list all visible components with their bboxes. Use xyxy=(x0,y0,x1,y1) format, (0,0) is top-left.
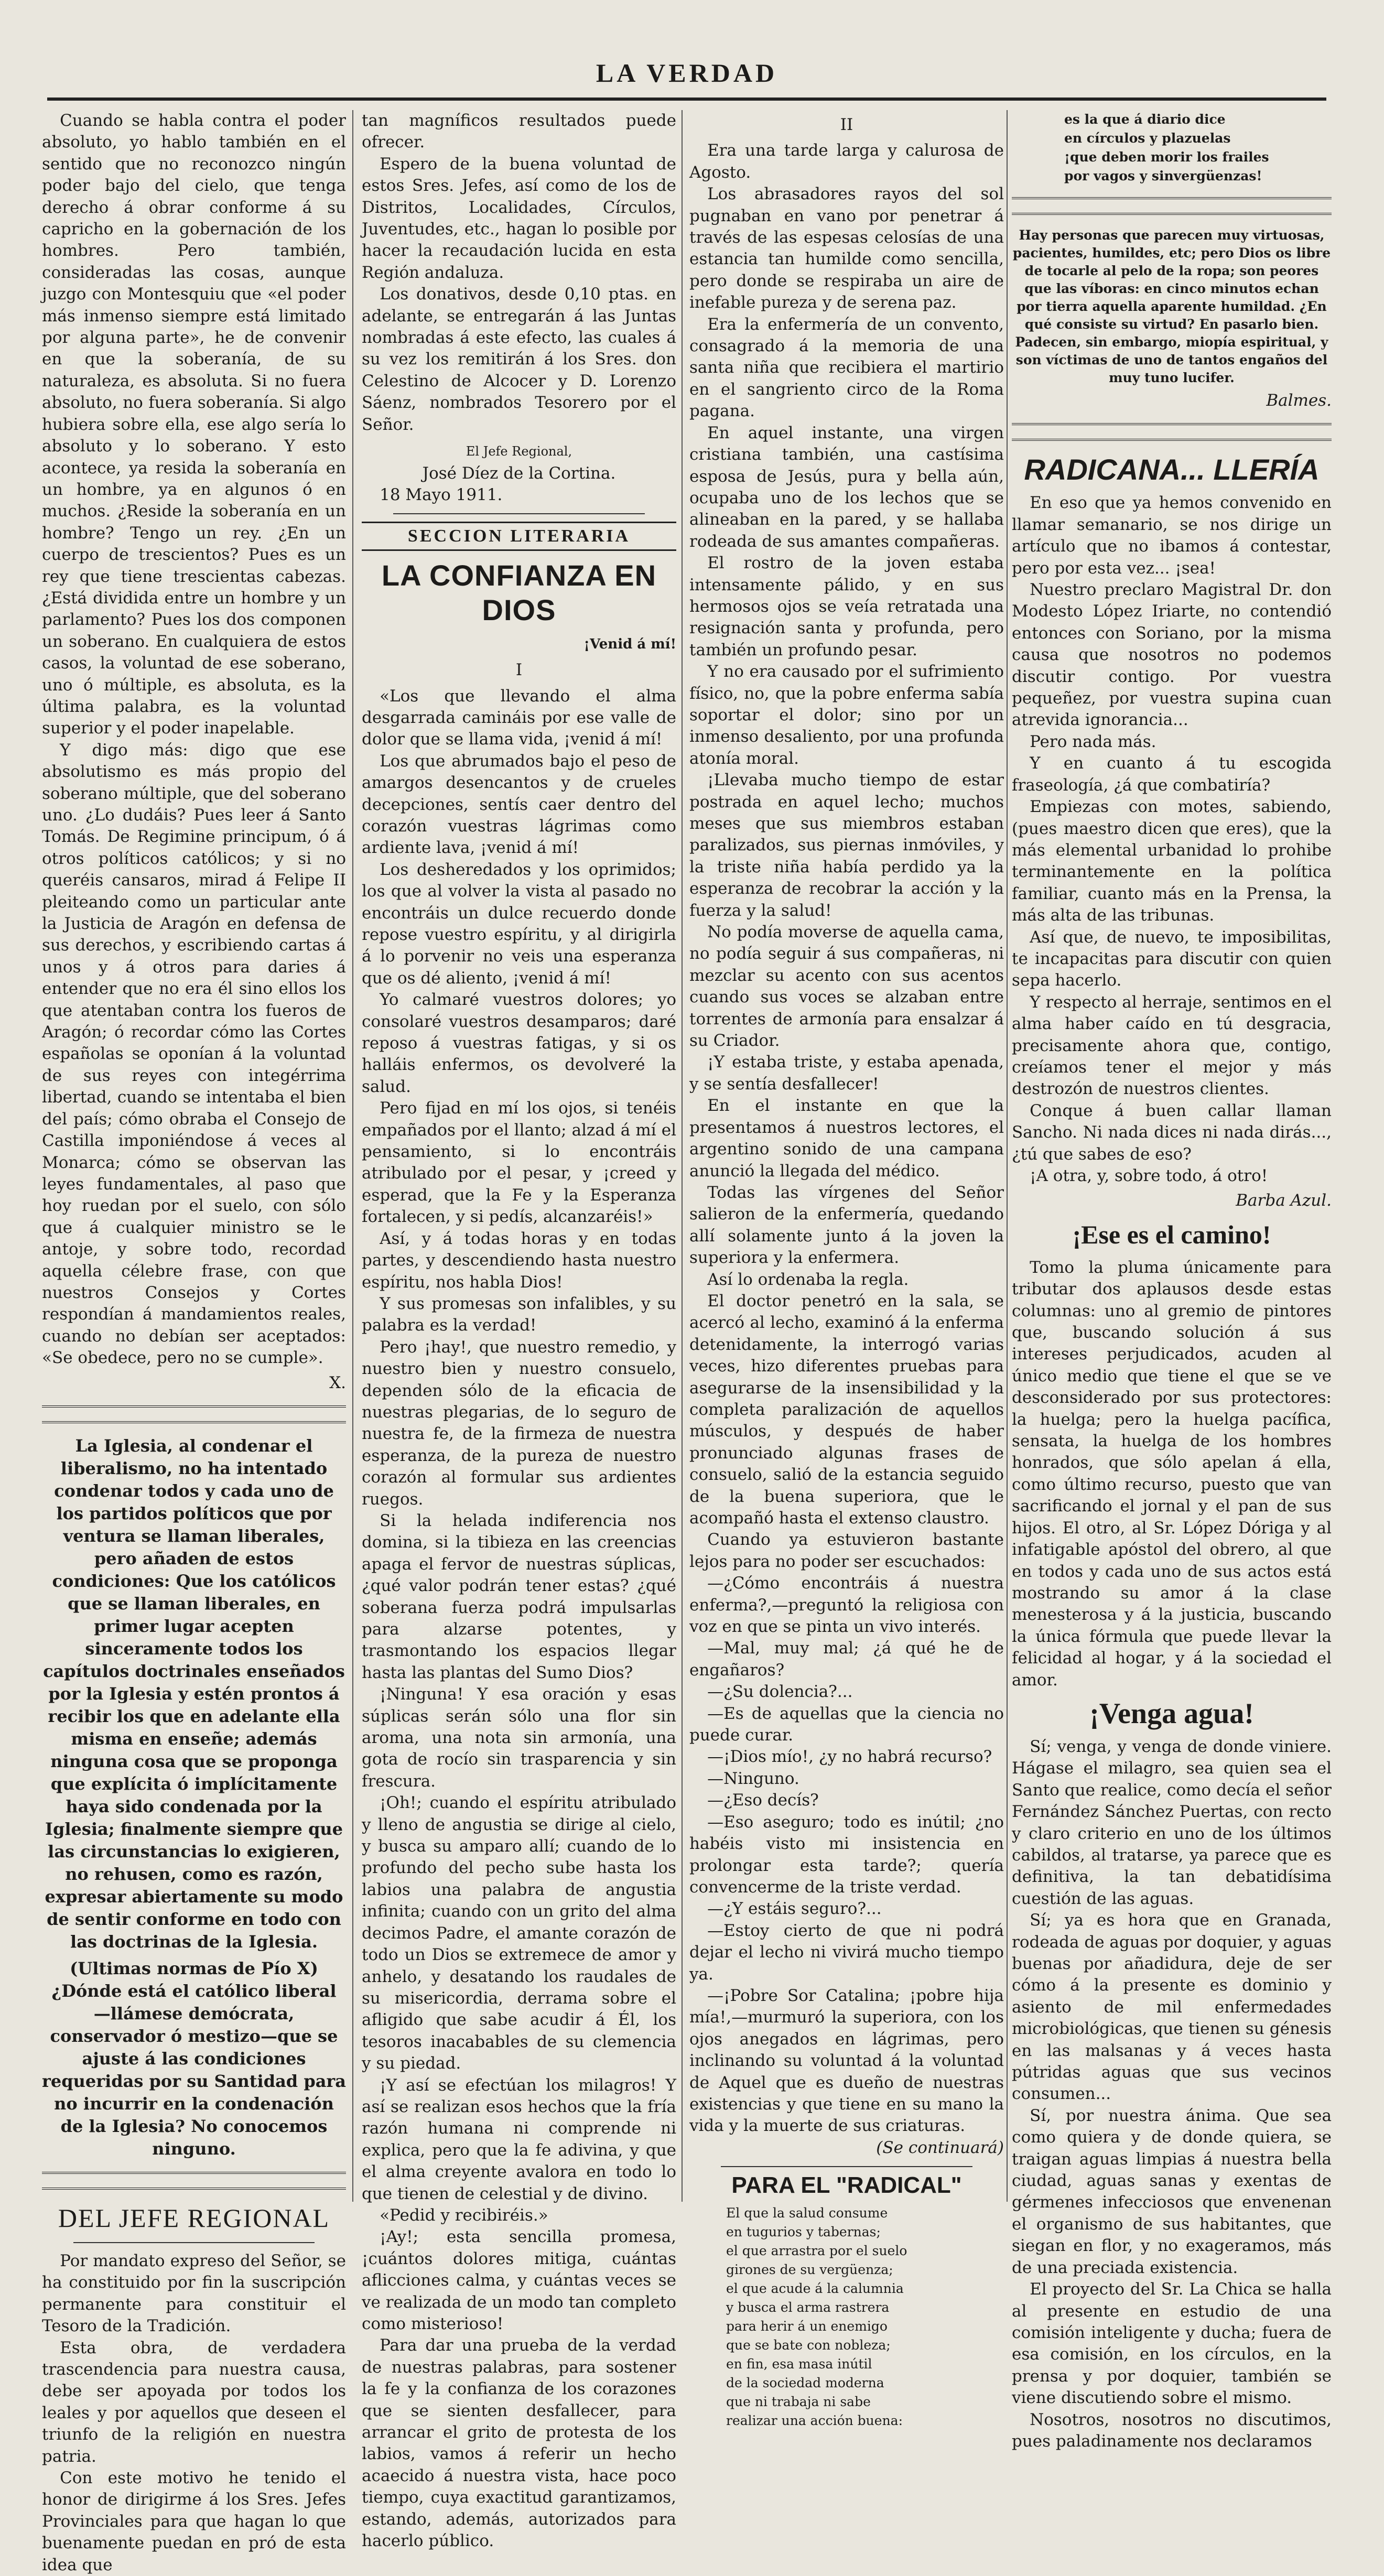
signature: Balmes. xyxy=(1266,391,1332,410)
paragraph: En eso que ya hemos convenido en llamar semanario, se nos dirige un artículo que no ibamos á contestar, pero por esta vez... ¡sea! xyxy=(1012,493,1332,578)
column-1 xyxy=(42,110,347,2574)
signature: X. xyxy=(329,1373,346,1392)
paragraph: —Ninguno. xyxy=(707,1769,799,1788)
paragraph: Los donativos, desde 0,10 ptas. en adelante, se entregarán á las Juntas nombradas á este efecto, las cuales á su vez los remitirán á los Sres. don Celestino de Alcocer y D. Lorenzo Sáenz, nombrados Tesorero por el Señor. xyxy=(362,285,676,434)
paragraph: Cuando ya estuvieron bastante lejos para no poder ser escuchados: xyxy=(689,1530,1004,1571)
signature: José Díez de la Cortina. xyxy=(422,463,616,483)
paragraph: Los abrasadores rayos del sol pugnaban en vano por penetrar á través de las espesas celosías de una estancia tan humilde como sencilla, pero donde se respiraba un aire de inefable pureza y de serena paz. xyxy=(689,185,1004,312)
paragraph: Los que abrumados bajo el peso de amargos desencantos y de crueles decepciones, sentís caer dentro del corazón vuestras lágrimas como ardiente lava, ¡venid á mí! xyxy=(362,751,676,858)
paragraph: No podía moverse de aquella cama, no podía seguir á sus compañeras, ni mezclar su acento con sus acentos cuando sus voces se alzaban entre torrentes de armonía para ensalzar á su Criador. xyxy=(689,923,1004,1051)
ornament-divider xyxy=(42,2172,346,2190)
article-title: RADICANA... LLERÍA xyxy=(1024,453,1320,486)
notice-text: (Ultimas normas de Pío X) ¿Dónde está el católico liberal —llámese demócrata, conservador ó mestizo—que se ajuste á las condiciones requeridas por su Santidad para no incurrir en la condenación de la Iglesia? No conocemos ninguno. xyxy=(42,1958,347,2159)
paragraph: Pero ¡hay!, que nuestro remedio, y nuestro bien y nuestro consuelo, dependen sólo de la eficacia de nuestras plegarias, de lo seguro de nuestra fe, de la firmeza de nuestra esperanza, de la pureza de nuestro corazón al formular sus ardientes ruegos. xyxy=(362,1337,676,1509)
section-title: SECCION LITERARIA xyxy=(362,522,676,550)
continuation-note: (Se continuará) xyxy=(876,2138,1004,2157)
poem-line: que ni trabaja ni sabe xyxy=(726,2394,871,2409)
paragraph: —Eso aseguro; todo es inútil; ¿no habéis visto mi insistencia en prolongar esta tarde?; quería convencerme de la triste verdad. xyxy=(689,1812,1004,1897)
paragraph: —¿Cómo encontráis á nuestra enferma?,—preguntó la religiosa con voz en que se pinta un vivo interés. xyxy=(689,1574,1004,1637)
paragraph: ¡Ay!; esta sencilla promesa, ¡cuántos dolores mitiga, cuántas aflicciones calma, y cuántas veces se ve realizada de un modo tan completo como misterioso! xyxy=(362,2227,676,2333)
poem-line: el que acude á la calumnia xyxy=(726,2280,904,2296)
paragraph: Con este motivo he tenido el honor de dirigirme á los Sres. Jefes Provinciales para que hagan lo que buenamente puedan en pró de esta idea que xyxy=(42,2469,346,2574)
poem-line: que se bate con nobleza; xyxy=(726,2337,891,2353)
paragraph: ¡A otra, y, sobre todo, á otro! xyxy=(1030,1166,1268,1185)
poem-line: El que la salud consume xyxy=(726,2205,888,2221)
paragraph: Por mandato expreso del Señor, se ha constituido por fin la suscripción permanente para constituir el Tesoro de la Tradición. xyxy=(42,2251,346,2336)
paragraph: «Pedid y recibiréis.» xyxy=(380,2205,548,2225)
paragraph: —¿Y estáis seguro?... xyxy=(707,1899,882,1919)
column-2 xyxy=(362,110,676,2551)
paragraph: Conque á buen callar llaman Sancho. Ni nada dices ni nada dirás..., ¿tú que sabes de eso? xyxy=(1012,1101,1332,1164)
paragraph: Pero nada más. xyxy=(1030,732,1156,751)
poem-line: para herir á un enemigo xyxy=(726,2318,888,2334)
paragraph: —¿Su dolencia?... xyxy=(707,1682,853,1702)
poem-line: de la sociedad moderna xyxy=(726,2375,884,2390)
title-rule xyxy=(721,2166,972,2167)
title-rule xyxy=(393,513,645,514)
paragraph: En aquel instante, una virgen cristiana también, una castísima esposa de Jesús, pura y bella aún, ocupaba uno de los lechos que se alineaban en la pared, y se hallaba rodeada de sus amantes compañeras. xyxy=(689,423,1004,551)
article-title: ¡Ese es el camino! xyxy=(1072,1219,1271,1249)
poem-line: realizar una acción buena: xyxy=(726,2412,903,2428)
chapter-number: I xyxy=(515,661,523,680)
paragraph: ¡Oh!; cuando el espíritu atribulado y lleno de angustia se dirige al cielo, y busca su amparo allí; cuando de lo profundo del pecho sube hasta los labios una palabra de angustia infinita; cuando con un grito del alma decimos Padre, el amante corazón de todo un Dios se extremece de amor y anhelo, y desatando los raudales de su misericordia, derrama sobre el afligido que sabe acudir á Él, los tesoros inacabables de su clemencia y su piedad. xyxy=(362,1793,676,2073)
paragraph: Esta obra, de verdadera trascendencia para nuestra causa, debe ser apoyada por todos los leales y por aquellos que deseen el triunfo de la religión en nuestra patria. xyxy=(42,2338,346,2466)
paragraph: Para dar una prueba de la verdad de nuestras palabras, para sostener la fe y la confianza de los corazones que se sienten desfallecer, para arrancar el grito de protesta de los labios, vamos á referir un hecho acaecido á nuestra vista, hace poco tiempo, cuya exactitud garantizamos, estando, además, autorizados para hacerlo público. xyxy=(362,2336,676,2551)
column-divider xyxy=(682,110,683,2202)
chapter-number: II xyxy=(840,115,853,134)
poem-line: el que arrastra por el suelo xyxy=(726,2243,907,2258)
paragraph: Empiezas con motes, sabiendo, (pues maestro dicen que eres), que la más elemental urbanidad lo prohibe terminantemente en la política familiar, cuanto más en la Prensa, la más alta de las tribunas. xyxy=(1012,797,1332,925)
paragraph: Si la helada indiferencia nos domina, si la tibieza en las creencias apaga el fervor de nuestras súplicas, ¿qué valor podrán tener estas? ¿qué soberana fuerza podrá impulsarlas para alzarse potentes, y trasmontando los espacios llegar hasta las plantas del Sumo Dios? xyxy=(362,1511,676,1682)
article-title: PARA EL "RADICAL" xyxy=(731,2172,962,2199)
paragraph: Pero fijad en mí los ojos, si tenéis empañados por el llanto; alzad á mí el pensamiento, si lo encontráis atribulado por el pesar, y ¡creed y esperad, que la Fe y la Esperanza fortalecen, y si pedís, alcanzaréis!» xyxy=(362,1099,676,1227)
paragraph: Era la enfermería de un convento, consagrado á la memoria de una santa niña que recibiera el martirio en el sangriento circo de la Roma pagana. xyxy=(689,315,1004,421)
poem-line: por vagos y sinvergüenzas! xyxy=(1064,168,1262,183)
paragraph: Cuando se habla contra el poder absoluto, yo hablo también en el sentido que no reconozco ningún poder bajo del cielo, que tenga derecho á obrar conforme á su capricho en la gobernación de los hombres. Pero también, consideradas las cosas, aunque juzgo con Montesquiu que «el poder más inmenso siempre está limitado por alguna parte», he de convenir en que la soberanía, de su naturaleza, es absoluta. Si no fuera absoluto, no fuera soberanía. Si algo hubiera sobre ella, ese algo sería lo absoluto y lo soberano. Y esto acontece, ya resida la soberanía en un hombre, ya en algunos ó en muchos. ¿Reside la soberanía en un hombre? Tengo un rey. ¿En un cuerpo de trescientos? Pues es un rey que tiene trescientas cabezas. ¿Está dividida entre un hombre y un parlamento? Pues los dos componen un soberano. En cualquiera de estos casos, la voluntad de ese soberano, uno ó múltiple, es absoluta, es la última palabra, es la voluntad superior y el poder inapelable. xyxy=(42,111,346,738)
paragraph: El rostro de la joven estaba intensamente pálido, y en sus hermosos ojos se veía retratada una resignación santa y profunda, pero también un profundo pesar. xyxy=(689,554,1004,659)
paragraph: Todas las vírgenes del Señor salieron de la enfermería, quedando allí solamente junto á la joven la superiora y la enfermera. xyxy=(689,1183,1004,1268)
paragraph: Sí, por nuestra ánima. Que sea como quiera y de donde quiera, se traigan aguas limpias á nuestra bella ciudad, aguas sanas y exentas de gérmenes infecciosos que envenenan el organismo de sus habitantes, que siegan en flor, y no exageramos, más de una preciada existencia. xyxy=(1012,2106,1332,2277)
paragraph: Así lo ordenaba la regla. xyxy=(707,1270,909,1289)
paragraph: Y respecto al herraje, sentimos en el alma haber caído en tú desgracia, precisamente ahora que, contigo, creíamos tener el mejor y más destrozón de nuestros clientes. xyxy=(1012,992,1332,1099)
signature-role: El Jefe Regional, xyxy=(466,444,572,459)
signature: Barba Azul. xyxy=(1236,1191,1332,1210)
paragraph: Sí; venga, y venga de donde viniere. Hágase el milagro, sea quien sea el Santo que realice, como decía el señor Fernández Sánchez Puertas, con recto y claro criterio en uno de los últimos cabildos, al tratarse, ya parece que es definitiva, la tan debatidísima cuestión de las aguas. xyxy=(1012,1737,1332,1908)
poem-line: girones de su vergüenza; xyxy=(726,2261,893,2277)
paragraph: Y digo más: digo que ese absolutismo es más propio del soberano múltiple, que del soberano uno. ¿Lo dudáis? Pues leer á Santo Tomás. De Regimine principum, ó á otros políticos católicos; y si no queréis cansaros, mirad á Felipe II pleiteando como un particular ante la Justicia de Aragón en defensa de sus derechos, y escribiendo cartas á unos y á otros para daries á entender que no era él sino ellos los que atentaban contra los fueros de Aragón; ó recordar cómo las Cortes españolas se oponían á la voluntad de sus reyes con integérrima libertad, cuando se intentaba el bien del país; cómo obraba el Consejo de Castilla imponiéndose á veces al Monarca; cómo se observan las leyes fundamentales, al paso que hoy ruedan por el suelo, con sólo que á cualquier ministro se le antoje, y sobre todo, recordad aquella célebre frase, con que nuestros Consejos y Cortes respondían á mandamientos reales, cuando no debían ser aceptados: «Se obedece, pero no se cumple». xyxy=(42,740,346,1368)
poem-line: en fin, esa masa inútil xyxy=(726,2356,872,2372)
paragraph: En el instante en que la presentamos á nuestros lectores, el argentino sonido de una campana anunció la llegada del médico. xyxy=(689,1096,1004,1181)
poem-line: es la que á diario dice xyxy=(1064,112,1226,127)
ornament-divider xyxy=(1012,197,1332,215)
paragraph: Nosotros, nosotros no discutimos, pues paladinamente nos declaramos xyxy=(1012,2410,1332,2451)
poem-line: en tugurios y tabernas; xyxy=(726,2224,881,2239)
poem-line: en círculos y plazuelas xyxy=(1064,131,1231,146)
column-4 xyxy=(1012,110,1332,2451)
paragraph: ¡Llevaba mucho tiempo de estar postrada en aquel lecho; muchos meses que sus miembros estaban paralizados, sus piernas inmóviles, y la triste niña había perdido ya la esperanza de recobrar la acción y la fuerza y la salud! xyxy=(689,771,1004,920)
paragraph: Y en cuanto á tu escogida fraseología, ¿á que combatiría? xyxy=(1012,754,1332,795)
paragraph: Era una tarde larga y calurosa de Agosto. xyxy=(689,141,1004,182)
paragraph: ¡Y estaba triste, y estaba apenada, y se sentía desfallecer! xyxy=(689,1053,1004,1094)
ornament-divider xyxy=(42,1405,346,1423)
paragraph: tan magníficos resultados puede ofrecer. xyxy=(362,111,676,152)
paragraph: ¡Y así se efectúan los milagros! Y así se realizan esos hechos que la fría razón humana ni comprende ni explica, pero que la fe adivina, y que el alma creyente avalora en todo lo que tienen de celestial y de divino. xyxy=(362,2075,676,2203)
paragraph: —¿Eso decís? xyxy=(707,1791,819,1810)
notice-text: La Iglesia, al condenar el liberalismo, no ha intentado condenar todos y cada uno de los partidos políticos que por ventura se llaman liberales, pero añaden de estos condiciones: Que los católicos que se llaman liberales, en primer lugar acepten sinceramente todos los capítulos doctrinales enseñados por la Iglesia y estén prontos á recibir los que en adelante ella misma en enseñe; además ninguna cosa que se proponga que explícita ó implícitamente haya sido condenada por la Iglesia; finalmente siempre que las circunstancias lo exigieren, no rehusen, como es razón, expresar abiertamente su modo de sentir conforme en todo con las doctrinas de la Iglesia. xyxy=(43,1435,345,1952)
paragraph: Así, y á todas horas y en todas partes, y descendiendo hasta nuestro espíritu, nos habla Dios! xyxy=(362,1229,676,1292)
liberalism-notice xyxy=(42,1435,346,2160)
page-header xyxy=(47,58,1326,105)
paragraph: —Es de aquellas que la ciencia no puede curar. xyxy=(689,1704,1004,1745)
poem-line: ¡que deben morir los frailes xyxy=(1064,149,1269,165)
paragraph: Nuestro preclaro Magistral Dr. don Modesto López Iriarte, no contendió entonces con Soriano, por la misma causa que nosotros no podemos discutir contigo. Por vuestra pequeñez, por vuestra supina cuan atrevida ignorancia... xyxy=(1012,580,1332,730)
paragraph: El proyecto del Sr. La Chica se halla al presente en estudio de una comisión inteligente y ducha; fuera de esa comisión, en los círculos, en la prensa y por doquier, también se viene discutiendo sobre el mismo. xyxy=(1012,2280,1332,2408)
paragraph: —Mal, muy mal; ¿á qué he de engañaros? xyxy=(689,1639,1004,1680)
paragraph: Y no era causado por el sufrimiento físico, no, que la pobre enferma sabía soportar el dolor; sino por un inmenso desaliento, por una profunda atonía moral. xyxy=(689,662,1004,768)
date: 18 Mayo 1911. xyxy=(380,485,503,504)
paragraph: El doctor penetró en la sala, se acercó al lecho, examinó á la enferma detenidamente, la interrogó varias veces, hizo diferentes pruebas para asegurarse de la insensibilidad y la completa paralización de aquellos músculos, y después de haber pronunciado algunas frases de consuelo, salió de la estancia seguido de la buena superiora, que le acompañó hasta el extenso claustro. xyxy=(689,1291,1004,1528)
article-title: DEL JEFE REGIONAL xyxy=(58,2203,330,2233)
paragraph: Yo calmaré vuestros dolores; yo consolaré vuestros desamparos; daré reposo á vuestras fatigas, y si os halláis enfermos, os devolveré la salud. xyxy=(362,990,676,1096)
poem xyxy=(689,2204,1004,2430)
balmes-quote: Hay personas que parecen muy virtuosas, pacientes, humildes, etc; pero Dios os libre de tocarle al pelo de la ropa; son peores que las víboras: en cinco minutos echan por tierra aquella aparente humildad. ¿En qué consiste su virtud? En pasarlo bien. Padecen, sin embargo, miopía espiritual, y son víctimas de uno de tantos engaños del muy tuno lucifer. xyxy=(1012,228,1331,385)
paragraph: «Los que llevando el alma desgarrada camináis por ese valle de dolor que se llama vida, ¡venid á mí! xyxy=(362,686,676,749)
paragraph: Tomo la pluma únicamente para tributar dos aplausos desde estas columnas: uno al gremio de pintores que, buscando solución á sus intereses perjudicados, acuden al único medio que tiene el que se ve desconsiderado por sus protectores: la huelga; pero la huelga pacífica, sensata, la huelga de los hombres honrados, que sólo apelan á ella, como último recurso, puesto que van sacrificando el jornal y el pan de sus hijos. El otro, al Sr. López Dóriga y al infatigable apóstol del obrero, al que en todos y cada uno de sus actos está mostrando su amor á la clase menesterosa y á la justicia, buscando la única fórmula que puede llevar la felicidad al hogar, y á la sociedad el amor. xyxy=(1012,1258,1332,1690)
ornament-divider xyxy=(1012,423,1332,441)
paragraph: —¡Pobre Sor Catalina; ¡pobre hija mía!,—murmuró la superiora, con los ojos anegados en lágrimas, pero inclinando su voluntad á la voluntad de Aquel que es dueño de nuestras existencias y que tiene en su mano la vida y la muerte de sus criaturas. xyxy=(689,1986,1004,2136)
article-title: ¡Venga agua! xyxy=(1089,1697,1254,1730)
title-rule xyxy=(73,2242,315,2243)
article-title: LA CONFIANZA EN DIOS xyxy=(381,558,657,626)
column-divider xyxy=(1007,110,1008,2202)
column-3 xyxy=(689,110,1004,2428)
paragraph: —Estoy cierto de que ni podrá dejar el lecho ni vivirá mucho tiempo ya. xyxy=(689,1921,1004,1984)
header-rule xyxy=(47,98,1326,101)
paragraph: ¡Ninguna! Y esa oración y esas súplicas serán sólo una flor sin aroma, una nota sin armonía, una gota de rocío sin trasparencia y sin frescura. xyxy=(362,1685,676,1791)
paragraph: Así que, de nuevo, te imposibilitas, te incapacitas para discutir con quien sepa hacerlo. xyxy=(1012,927,1332,990)
column-divider xyxy=(352,110,353,2202)
epigraph: ¡Venid á mí! xyxy=(583,636,676,652)
poem-line: y busca el arma rastrera xyxy=(726,2299,890,2315)
paragraph: —¡Dios mío!, ¿y no habrá recurso? xyxy=(707,1747,992,1767)
paragraph: Y sus promesas son infalibles, y su palabra es la verdad! xyxy=(362,1294,676,1335)
masthead-title: LA VERDAD xyxy=(596,58,778,88)
poem-ending xyxy=(1012,110,1332,186)
paragraph: Espero de la buena voluntad de estos Sres. Jefes, así como de los de Distritos, Localidades, Círculos, Juventudes, etc., hagan lo posible por hacer la recaudación lucida en esta Región andaluza. xyxy=(362,154,676,282)
paragraph: Los desheredados y los oprimidos; los que al volver la vista al pasado no encontráis un dulce recuerdo donde repose vuestro espíritu, y al dirigirla á lo porvenir no veis una esperanza que os dé aliento, ¡venid á mí! xyxy=(362,860,676,988)
paragraph: Sí; ya es hora que en Granada, rodeada de aguas por doquier, y aguas buenas por añadidura, deje de ser cómo á la presente es dominio y asiento de mil enfermedades microbiológicas, que tienen su génesis en las malsanas y á veces hasta pútridas aguas que sus vecinos consumen... xyxy=(1012,1911,1332,2104)
